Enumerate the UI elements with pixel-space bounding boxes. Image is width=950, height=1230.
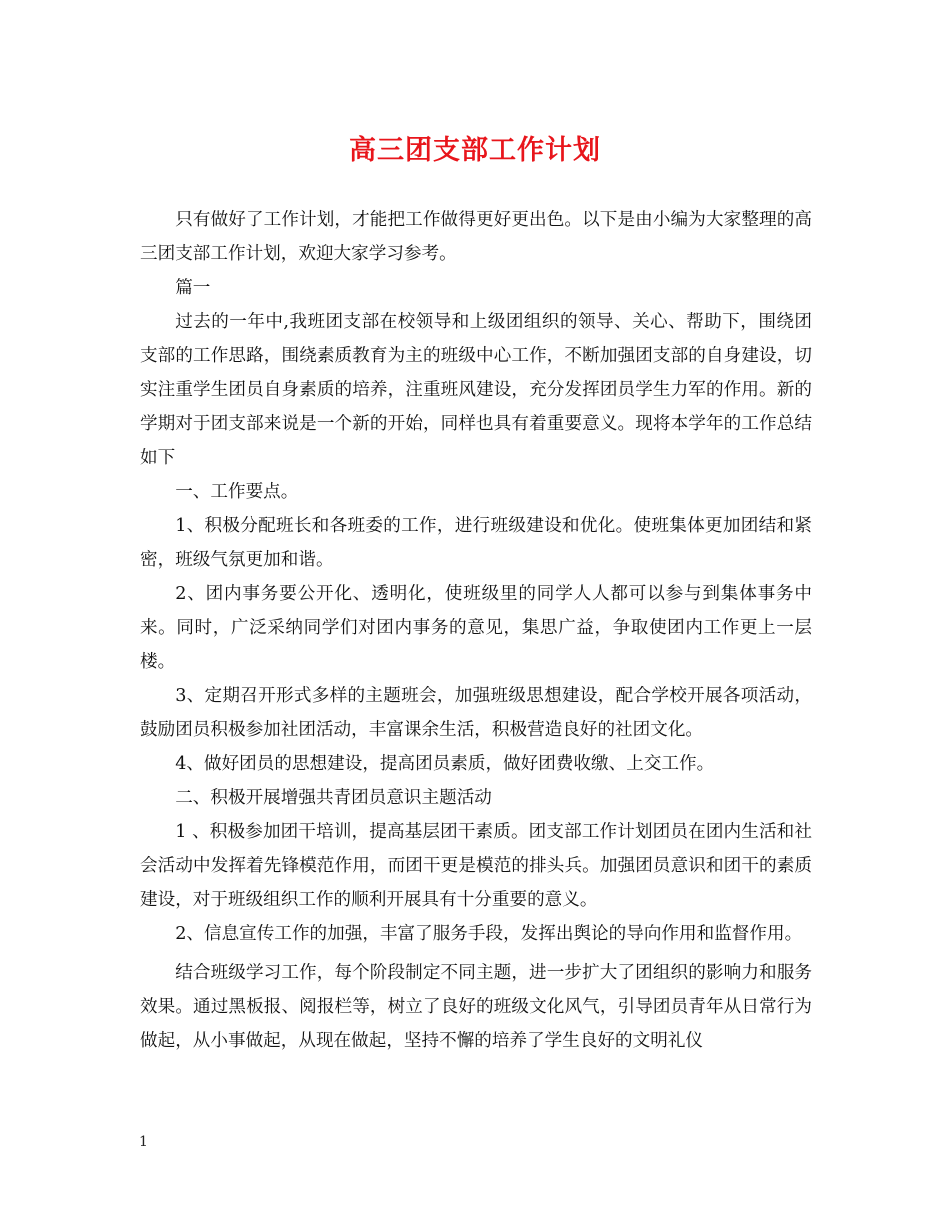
- paragraph: 1 、积极参加团干培训，提高基层团干素质。团支部工作计划团员在团内生活和社会活动中发挥着先锋模范作用，而团干更是模范的排头兵。加强团员意识和团干的素质建设，对于班级组织工作的顺利开展具有十分重要的意义。: [140, 822, 812, 910]
- paragraph: 2、团内事务要公开化、透明化，使班级里的同学人人都可以参与到集体事务中来。同时，广泛采纳同学们对团内事务的意见，集思广益，争取使团内工作更上一层楼。: [140, 584, 812, 672]
- paragraph: 结合班级学习工作，每个阶段制定不同主题，进一步扩大了团组织的影响力和服务效果。通过黑板报、阅报栏等，树立了良好的班级文化风气，引导团员青年从日常行为做起，从小事做起，从现在做起，坚持不懈的培养了学生良好的文明礼仪: [140, 963, 812, 1051]
- paragraph: 只有做好了工作计划，才能把工作做得更好更出色。以下是由小编为大家整理的高三团支部工作计划，欢迎大家学习参考。: [140, 210, 812, 264]
- paragraph: 4、做好团员的思想建设，提高团员素质，做好团费收缴、上交工作。: [175, 754, 715, 774]
- paragraph: 1、积极分配班长和各班委的工作，进行班级建设和优化。使班集体更加团结和紧密，班级气氛更加和谐。: [140, 516, 812, 570]
- paragraph: 过去的一年中,我班团支部在校领导和上级团组织的领导、关心、帮助下，围绕团支部的工作思路，围绕素质教育为主的班级中心工作，不断加强团支部的自身建设，切实注重学生团员自身素质的培养，注重班风建设，充分发挥团员学生力军的作用。新的学期对于团支部来说是一个新的开始，同样也具有着重要意义。现将本学年的工作总结如下: [140, 312, 812, 468]
- paragraph: 二、积极开展增强共青团员意识主题活动: [175, 788, 492, 808]
- document-title: 高三团支部工作计划: [349, 135, 601, 166]
- page-number: 1: [139, 1134, 148, 1150]
- document-body: [140, 203, 812, 1058]
- paragraph: 一、工作要点。: [175, 482, 299, 502]
- paragraph: 2、信息宣传工作的加强，丰富了服务手段，发挥出舆论的导向作用和监督作用。: [175, 924, 803, 944]
- paragraph: 篇一: [175, 278, 211, 298]
- paragraph: 3、定期召开形式多样的主题班会，加强班级思想建设，配合学校开展各项活动，鼓励团员积极参加社团活动，丰富课余生活，积极营造良好的社团文化。: [140, 686, 812, 740]
